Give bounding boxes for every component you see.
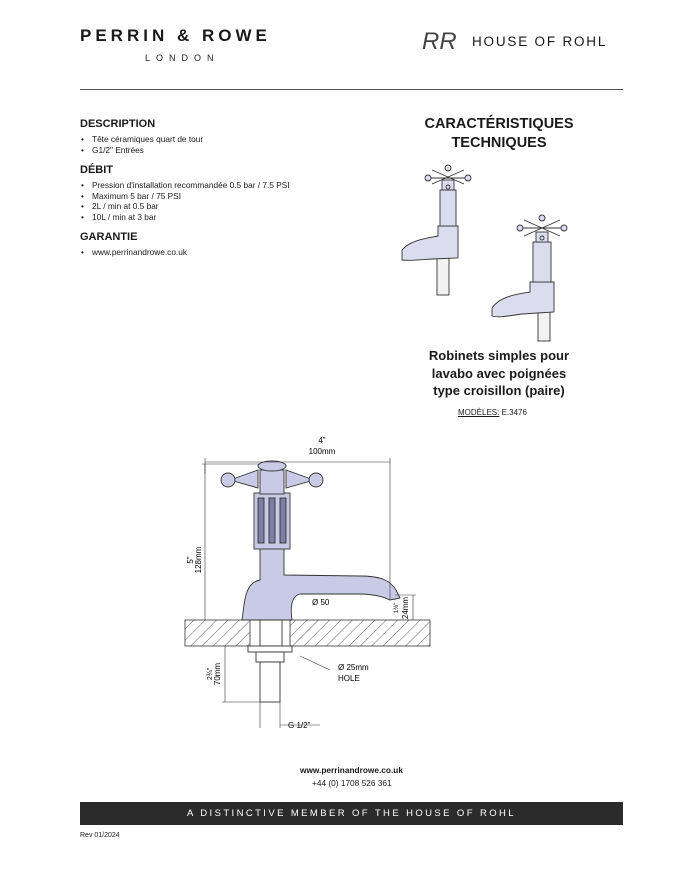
model-value: E.3476 [501, 408, 527, 417]
description-list [80, 134, 380, 155]
partner-name: HOUSE OF ROHL [472, 34, 608, 49]
product-name [408, 347, 590, 400]
model-label: MODÈLES: [458, 408, 500, 417]
spout-inch-label: 1⅜" [394, 602, 400, 614]
product-name-line3: type croisillon (paire) [433, 383, 565, 398]
width-mm-label: 100mm [308, 447, 336, 456]
warranty-link[interactable]: • www.perrinandrowe.co.uk [80, 247, 380, 258]
brand-logo: PERRIN & ROWE [80, 26, 271, 45]
model-reference [458, 408, 527, 417]
rohl-monogram-icon [420, 24, 468, 56]
spec-column [80, 118, 380, 258]
tap-illustration-back [402, 165, 471, 295]
tech-heading [400, 115, 598, 153]
revision-label: Rev 01/2024 [80, 832, 120, 839]
list-item: • Maximum 5 bar / 75 PSI [80, 191, 380, 202]
tap-shank [248, 620, 292, 702]
footer-band: A DISTINCTIVE MEMBER OF THE HOUSE OF ROHL [80, 802, 623, 825]
list-item: • Pression d'installation recommandée 0.5 bar / 7.5 PSI [80, 180, 380, 191]
list-item: • Tête céramiques quart de tour [80, 134, 380, 145]
tap-illustration-front [492, 215, 567, 341]
brand-city: LONDON [145, 53, 220, 63]
shank-mm-label: 70mm [213, 662, 222, 686]
description-title: DESCRIPTION [80, 118, 156, 130]
technical-drawing [180, 430, 440, 745]
base-diameter-label: Ø 50 [312, 598, 330, 607]
list-item: • G1/2" Entrées [80, 145, 380, 156]
list-item: • 2L / min at 0.5 bar [80, 201, 380, 212]
hole-diameter-label: Ø 25mm [338, 663, 369, 672]
flow-list [80, 180, 380, 222]
warranty-list [80, 247, 380, 258]
shank-inch-label: 2¾" [207, 667, 214, 681]
footer-phone: +44 (0) 1708 526 361 [312, 778, 392, 788]
tech-heading-line1: CARACTÉRISTIQUES [424, 116, 574, 132]
product-name-line1: Robinets simples pour [428, 348, 570, 363]
thread-label: G 1/2" [288, 721, 311, 730]
footer-website[interactable]: www.perrinandrowe.co.uk [300, 765, 403, 775]
list-item: • 10L / min at 3 bar [80, 212, 380, 223]
tech-heading-line2: TECHNIQUES [451, 135, 547, 151]
flow-title: DÉBIT [80, 164, 113, 176]
warranty-title: GARANTIE [80, 231, 138, 243]
hole-label: HOLE [338, 674, 360, 683]
product-image [380, 160, 610, 345]
tap-body [221, 461, 400, 620]
spout-mm-label: 24mm [401, 596, 410, 620]
width-inch-label: 4" [318, 436, 326, 445]
header-divider [80, 89, 623, 90]
height-mm-label: 128mm [194, 546, 203, 574]
rohl-monogram-text: RR [422, 28, 457, 55]
height-inch-label: 5" [186, 556, 195, 564]
product-name-line2: lavabo avec poignées [431, 365, 567, 381]
worktop-section [185, 620, 430, 646]
